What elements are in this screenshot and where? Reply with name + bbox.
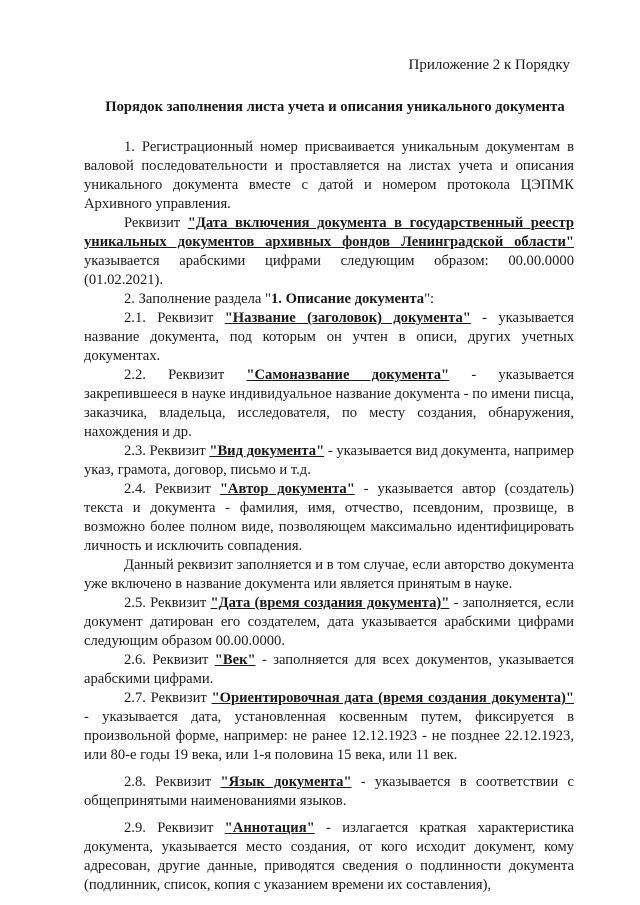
paragraph-2-2: 2.2. Реквизит "Самоназвание документа" - указывается закрепившееся в науке индивидуальное название документа - по имени писца, заказчика, владельца, исследователя, по месту создания, обнаружения, нахождения и др.	[84, 367, 574, 440]
paragraph-2-4: 2.4. Реквизит "Автор документа" - указывается автор (создатель) текста и документа - фамилия, имя, отчество, псевдоним, прозвище, в возможно более полном виде, позволяющем максимально идентифицировать личность и исключить совпадения.	[84, 481, 574, 554]
requisite-name: "Аннотация"	[224, 820, 315, 836]
paragraph-2-7: 2.7. Реквизит "Ориентировочная дата (время создания документа)" - указывается дата, установленная косвенным путем, фиксируется в произвольной форме, например: не ранее 12.12.1923 - не позднее 22.12.1923, или 80-е годы 19 века, или 1-я половина 15 века, или 11 век.	[84, 690, 574, 763]
requisite-name: "Дата включения документа в государственный реестр уникальных документов архивных фондов Ленинградской области"	[84, 215, 574, 250]
requisite-name: "Дата (время создания документа)"	[210, 595, 450, 611]
document-body	[84, 138, 574, 895]
requisite-name: "Самоназвание документа"	[246, 367, 450, 383]
requisite-name: "Название (заголовок) документа"	[224, 310, 471, 326]
paragraph-2: Реквизит "Дата включения документа в государственный реестр уникальных документов архивных фондов Ленинградской области" указывается арабскими цифрами следующим образом: 00.00.0000 (01.02.2021).	[84, 215, 574, 288]
paragraph-2-9: 2.9. Реквизит "Аннотация" - излагается краткая характеристика документа, указывается место создания, от кого исходит документ, кому адресован, другие данные, приводятся сведения о подлинности документа (подлинник, список, копия с указанием времени их составления),	[84, 820, 574, 893]
requisite-name: "Автор документа"	[219, 481, 355, 497]
document-title: Порядок заполнения листа учета и описания уникального документа	[105, 99, 565, 115]
paragraph-2-6: 2.6. Реквизит "Век" - заполняется для всех документов, указывается арабскими цифрами.	[84, 652, 574, 687]
requisite-name: "Век"	[214, 652, 256, 668]
requisite-name: "Ориентировочная дата (время создания документа)"	[211, 690, 574, 706]
paragraph-note: Данный реквизит заполняется и в том случае, если авторство документа уже включено в название документа или является принятым в науке.	[84, 557, 574, 592]
paragraph-2-1: 2.1. Реквизит "Название (заголовок) документа" - указывается название документа, под которым он учтен в описи, других учетных документах.	[84, 310, 574, 364]
paragraph-1: 1. Регистрационный номер присваивается уникальным документам в валовой последовательности и проставляется на листах учета и описания уникального документа вместе с датой и номером протокола ЦЭПМК Архивного управления.	[84, 139, 574, 212]
section-name: 1. Описание документа	[270, 291, 425, 307]
requisite-name: "Язык документа"	[220, 774, 352, 790]
paragraph-2-5: 2.5. Реквизит "Дата (время создания документа)" - заполняется, если документ датирован его создателем, дата указывается арабскими цифрами следующим образом 00.00.0000.	[84, 595, 574, 649]
paragraph-2-3: 2.3. Реквизит "Вид документа" - указывается вид документа, например указ, грамота, договор, письмо и т.д.	[84, 443, 574, 478]
requisite-name: "Вид документа"	[209, 443, 325, 459]
paragraph-2-8: 2.8. Реквизит "Язык документа" - указывается в соответствии с общепринятыми наименованиями языков.	[84, 774, 574, 809]
appendix-label: Приложение 2 к Порядку	[408, 57, 570, 73]
paragraph-3: 2. Заполнение раздела "1. Описание документа":	[124, 291, 435, 307]
